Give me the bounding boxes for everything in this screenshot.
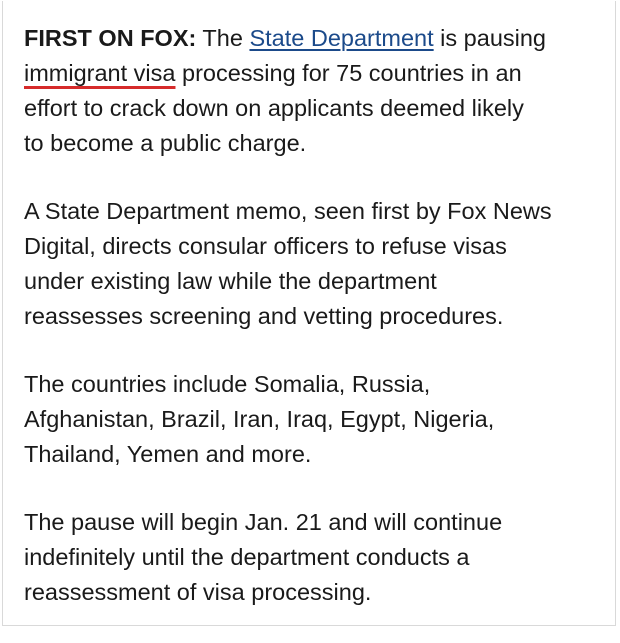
text-line: to become a public charge.	[24, 130, 307, 156]
text-segment: processing for 75 countries in an	[175, 60, 522, 86]
text-line: The pause will begin Jan. 21 and will continue	[24, 509, 503, 535]
text-line: under existing law while the department	[24, 268, 437, 294]
paragraph-2	[24, 194, 604, 334]
paragraph-4	[24, 505, 604, 610]
text-line: Afghanistan, Brazil, Iran, Iraq, Egypt, Nigeria,	[24, 406, 495, 432]
kicker-label: FIRST ON FOX:	[24, 25, 197, 51]
text-line: The countries include Somalia, Russia,	[24, 371, 431, 397]
text-line: indefinitely until the department conducts a	[24, 544, 470, 570]
paragraph-3	[24, 367, 604, 472]
article-body	[24, 21, 604, 643]
text-line: reassessment of visa processing.	[24, 579, 372, 605]
state-department-link[interactable]: State Department	[249, 25, 434, 51]
text-line: Thailand, Yemen and more.	[24, 441, 312, 467]
text-segment: The	[196, 25, 250, 51]
text-segment: is pausing	[433, 25, 547, 51]
text-line: reassesses screening and vetting procedures.	[24, 303, 504, 329]
highlighted-phrase: immigrant visa	[24, 60, 176, 86]
text-line: effort to crack down on applicants deemed likely	[24, 95, 524, 121]
text-line: Digital, directs consular officers to refuse visas	[24, 233, 507, 259]
text-line: A State Department memo, seen first by Fox News	[24, 198, 552, 224]
paragraph-1	[24, 21, 604, 161]
